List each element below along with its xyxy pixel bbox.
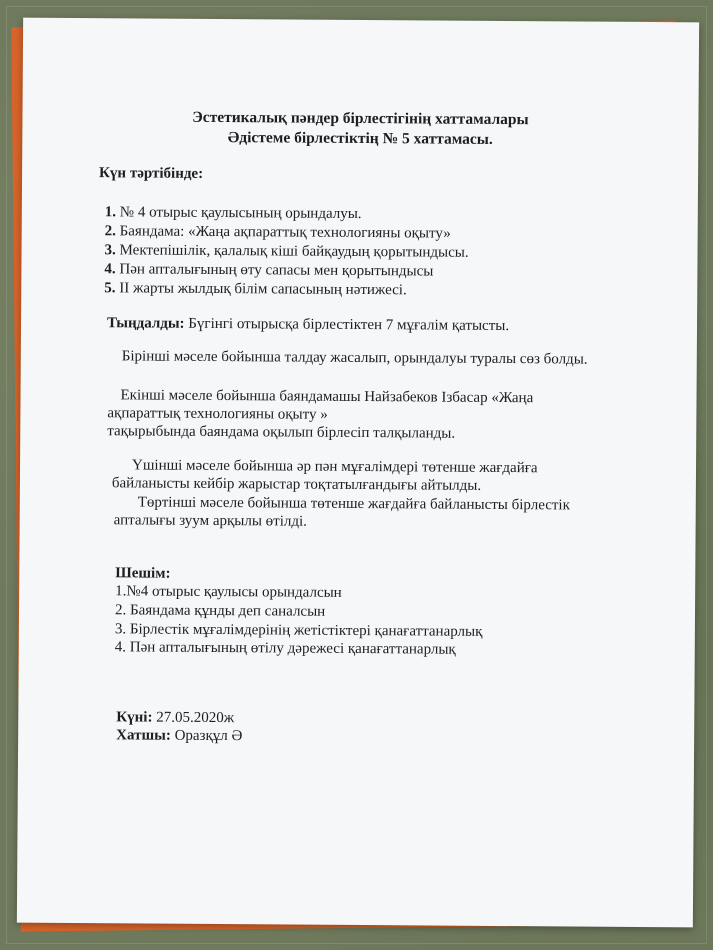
decision-item: 2. Баяндама құнды деп саналсын	[114, 602, 326, 620]
date-label: Күні:	[116, 709, 153, 726]
date-value: 27.05.2020ж	[152, 709, 235, 727]
agenda-item	[104, 241, 468, 262]
agenda-item	[104, 279, 407, 299]
decision-item: 4. Пән апталығының өтілу дәрежесі қанағаттанарлық	[114, 639, 456, 658]
paragraph-1: Бірінші мәселе бойынша талдау жасалып, орындалуы туралы сөз болды.	[121, 348, 588, 368]
paper-document	[17, 18, 699, 928]
decision-item: 3. Бірлестік мұғалімдерінің жетістіктері қанағаттанарлық	[114, 621, 483, 640]
agenda-item	[105, 203, 362, 223]
agenda-item-text: Мектепішілік, қалалық кіші байқаудың қорытындысы.	[115, 242, 469, 261]
paragraph-2-line-1: Екінші мәселе бойынша баяндамашы Найзабеков Ізбасар «Жаңа	[120, 387, 534, 407]
heard-line	[107, 314, 509, 335]
heard-label: Тыңдалды:	[106, 315, 185, 332]
paragraph-2-line-2: ақпараттық технологияны оқыту »	[107, 405, 328, 423]
agenda-heading: Күн тәртібінде:	[99, 165, 204, 182]
paragraph-2-line-3: тақырыбында баяндама оқылып бірлесіп талқыланды.	[107, 423, 456, 442]
agenda-item-number: 2.	[104, 223, 116, 240]
paragraph-4-line-1: Төртінші мәселе бойынша төтенше жағдайға байланысты бірлестік	[137, 494, 570, 514]
agenda-item-number: 3.	[104, 242, 116, 259]
agenda-item-text: Пән апталығының өту сапасы мен қорытындысы	[115, 261, 434, 280]
date-line	[116, 708, 234, 727]
agenda-item-number: 5.	[104, 280, 116, 297]
paragraph-3-line-2: байланысты кейбір жарыстар тоқтатылғандығы айтылды.	[111, 475, 482, 494]
title-line-1: Эстетикалық пәндер бірлестігінің хаттамалары	[192, 108, 529, 129]
agenda-item-text: ІІ жарты жылдық білім сапасының нәтижесі.	[115, 280, 407, 299]
paragraph-4-line-2: апталығы зуум арқылы өтілді.	[113, 512, 308, 530]
agenda-item-number: 4.	[104, 261, 116, 278]
secretary-value: Оразқұл Ә	[170, 727, 243, 745]
document-body	[17, 18, 699, 928]
agenda-item-number: 1.	[104, 204, 117, 221]
title-line-2: Әдістеме бірлестіктің № 5 хаттамасы.	[227, 129, 493, 148]
heard-text: Бүгінгі отырысқа бірлестіктен 7 мұғалім қатысты.	[184, 315, 510, 335]
agenda-item	[104, 260, 433, 280]
paragraph-3-line-1: Үшінші мәселе бойынша әр пән мұғалімдері төтенше жағдайға	[131, 457, 538, 477]
agenda-item-text: № 4 отырыс қаулысының орындалуы.	[116, 204, 362, 223]
agenda-item-text: Баяндама: «Жаңа ақпараттық технологияны оқыту»	[115, 223, 451, 242]
secretary-label: Хатшы:	[116, 727, 171, 744]
agenda-item	[105, 222, 451, 242]
document-title	[62, 107, 658, 151]
decision-item: 1.№4 отырыс қаулысы орындалсын	[115, 583, 342, 601]
secretary-line	[116, 726, 242, 745]
decision-heading: Шешім:	[115, 565, 171, 582]
